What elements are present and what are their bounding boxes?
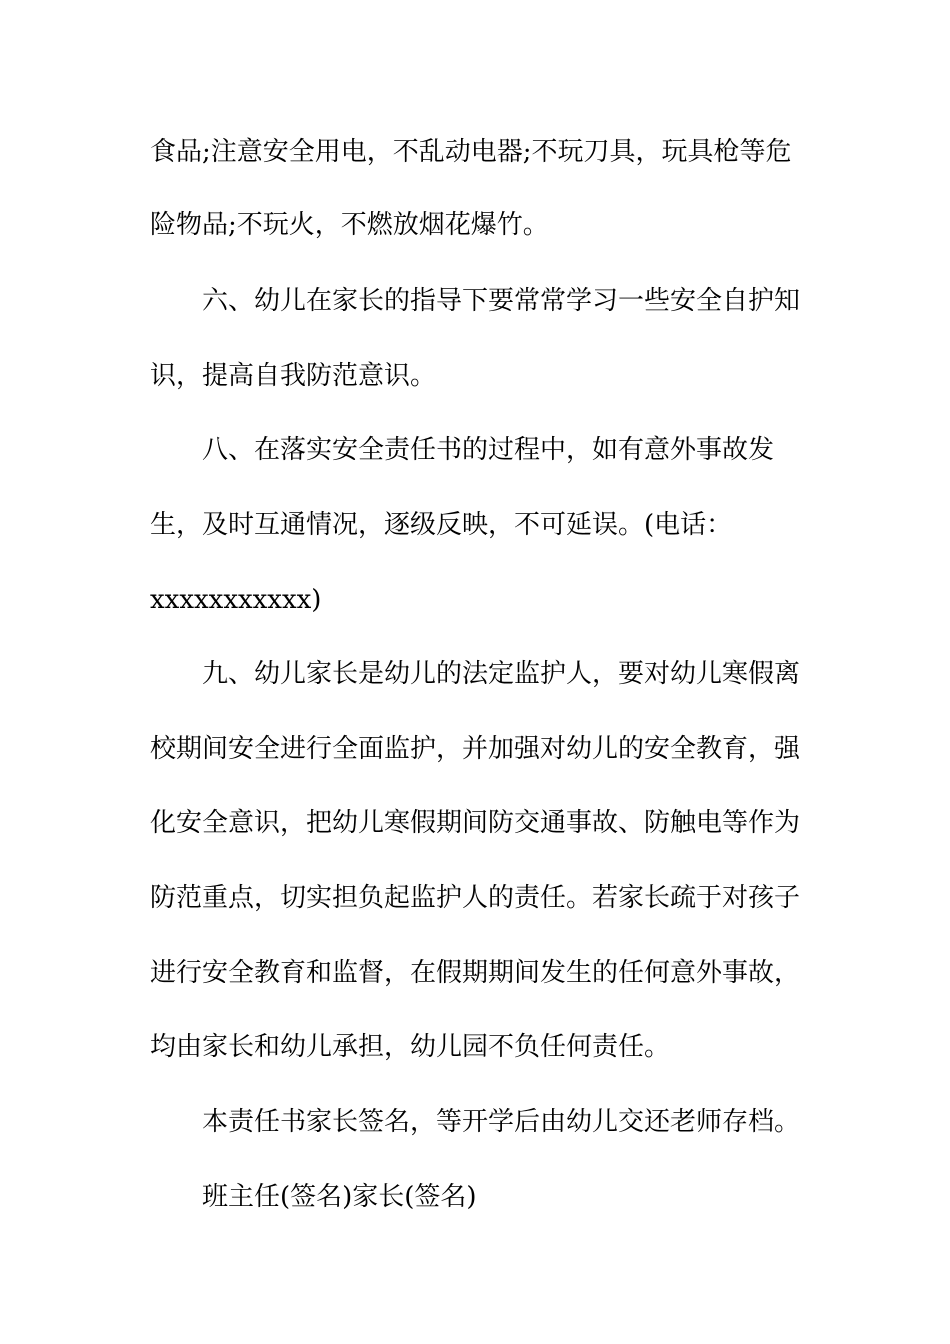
phone-number: xxxxxxxxxxx) xyxy=(150,585,322,615)
text-line: 识，提高自我防范意识。 xyxy=(150,361,437,391)
text-line: 防范重点，切实担负起监护人的责任。若家长疏于对孩子 xyxy=(150,883,801,913)
text-line: 生，及时互通情况，逐级反映，不可延误。(电话： xyxy=(150,510,733,540)
signature-line: 班主任(签名)家长(签名) xyxy=(202,1182,477,1212)
text-line: 校期间安全进行全面监护，并加强对幼儿的安全教育，强 xyxy=(150,734,801,764)
signature-note: 本责任书家长签名，等开学后由幼儿交还老师存档。 xyxy=(202,1107,801,1137)
text-line: 进行安全教育和监督，在假期期间发生的任何意外事故， xyxy=(150,958,801,988)
paragraph-six-start: 六、幼儿在家长的指导下要常常学习一些安全自护知 xyxy=(202,286,801,316)
paragraph-eight-start: 八、在落实安全责任书的过程中，如有意外事故发 xyxy=(202,435,775,465)
text-line: 均由家长和幼儿承担，幼儿园不负任何责任。 xyxy=(150,1032,671,1062)
text-line: 化安全意识，把幼儿寒假期间防交通事故、防触电等作为 xyxy=(150,808,801,838)
paragraph-nine-start: 九、幼儿家长是幼儿的法定监护人，要对幼儿寒假离 xyxy=(202,659,801,689)
text-line: 险物品;不玩火，不燃放烟花爆竹。 xyxy=(150,210,549,240)
text-line: 食品;注意安全用电，不乱动电器;不玩刀具，玩具枪等危 xyxy=(150,137,792,167)
